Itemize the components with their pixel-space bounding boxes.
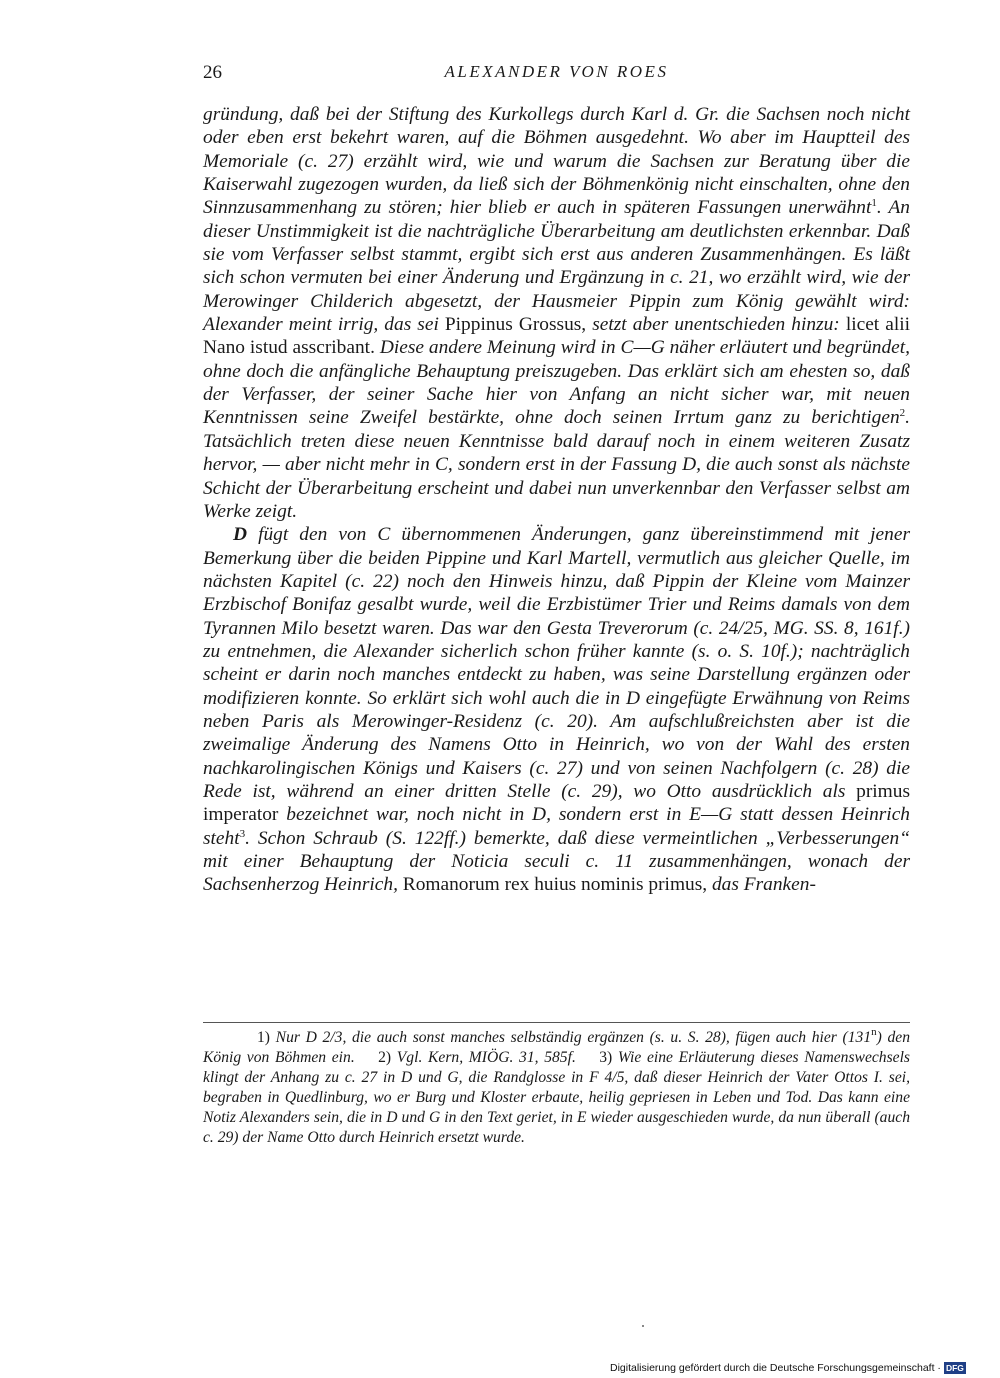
latin-quote: licet alii Nano istud asscribant. — [203, 314, 911, 359]
main-text — [203, 103, 910, 897]
latin-quote: Romanorum rex huius nominis primus, — [402, 874, 708, 896]
footnote-ref-1[interactable]: 1 — [871, 197, 877, 210]
footnote-number-3: 3) — [599, 1048, 613, 1066]
footnote-1: Nur D 2/3, die auch sonst manches selbständig ergänzen (s. u. S. 28), fügen auch hier (131 — [270, 1029, 872, 1046]
footnote-number-1: 1) — [257, 1029, 270, 1046]
running-title: ALEXANDER VON ROES — [444, 62, 669, 81]
footnote-ref-2[interactable]: 2 — [899, 407, 906, 420]
footnote-ref-3[interactable]: 3 — [239, 827, 246, 840]
footnote-2: Vgl. Kern, MIÖG. 31, 585f. — [391, 1048, 576, 1066]
funding-note: Digitalisierung gefördert durch die Deutsche Forschungsgemeinschaft · — [610, 1362, 941, 1374]
footnote-block: 1) Nur D 2/3, die auch sonst manches selbständig ergänzen (s. u. S. 28), fügen auch hier (131$^n$) den König von Böhmen ein. 2) Vgl. Kern, MIÖG. 31, 585f. 3) Wie eine Erläuterung dieses Namenswechsels klingt der Anhang zu c. 27 in D und G, die Randglosse in F 4/5, daß dieser Heinrich der Vater Ottos I. sei, begraben in Quedlinburg, wo er Burg und Kloster erbaute, heilig gepriesen in Leben und Tod. Das kann eine Notiz Alexanders sein, die in D und G in den Text geriet, in E wieder ausgeschieden wurde, da nun überall (auch c. 29) der Name Otto durch Heinrich ersetzt wurde. — [203, 1026, 910, 1146]
paragraph-2: D fügt den von C übernommenen Änderungen, ganz übereinstimmend mit jener Bemerkung über die beiden Pippine und Karl Martell, vermutlich aus gleicher Quelle, im nächsten Kapitel (c. 22) noch den Hinweis hinzu, daß Pippin der Kleine vom Mainzer Erzbischof Bonifaz gesalbt wurde, weil die Erzbistümer Trier und Reims damals von dem Tyrannen Milo besetzt waren. Das war den Gesta Treverorum (c. 24/25, MG. SS. 8, 161f.) zu entnehmen, die Alexander sicherlich schon früher kannte (s. o. S. 10f.); nachträglich scheint er darin noch manches entdeckt zu haben, was seine Darstellung ergänzen oder modifizieren konnte. So erklärt sich wohl auch die in D eingefügte Erwähnung von Reims neben Paris als Merowinger-Residenz (c. 20). Am aufschlußreichsten aber ist die zweimalige Änderung des Namens Otto in Heinrich, wo von der Wahl des ersten nachkarolingischen Königs und Kaisers (c. 27) und von seinen Nachfolgern (c. 28) die Rede ist, während an einer dritten Stelle (c. 29), wo Otto ausdrücklich als primus imperator bezeichnet war, noch nicht in D, sondern erst in E—G statt dessen Heinrich steht$^3$. Schon Schraub (S. 122ff.) bemerkte, daß diese vermeintlichen „Verbesserungen“ mit einer Behauptung der Noticia seculi c. 11 zusammenhängen, wonach der Sachsenherzog Heinrich, Romanorum rex huius nominis primus, das Franken- — [203, 524, 910, 896]
footnote-number-2: 2) — [378, 1048, 392, 1066]
paragraph-1: gründung, daß bei der Stiftung des Kurkollegs durch Karl d. Gr. die Sachsen noch nicht oder eben erst bekehrt waren, auf die Böhmen ausgedehnt. Wo aber im Hauptteil des Memoriale (c. 27) erzählt wird, wie und warum die Sachsen zur Beratung über die Kaiserwahl zugezogen wurden, da ließ sich der Böhmenkönig nicht einschalten, ohne den Sinnzusammenhang zu stören; hier blieb er auch in späteren Fassungen unerwähnt$^1$. An dieser Unstimmigkeit ist die nachträgliche Überarbeitung am deutlichsten erkennbar. Daß sie vom Verfasser selbst stammt, ergibt sich erst aus anderen Zusammenhängen. Es läßt sich schon vermuten bei einer Änderung und Ergänzung in c. 21, wo erzählt wird, wie der Merowinger Childerich abgesetzt, der Hausmeier Pippin zum König gewählt wird: Alexander meint irrig, das sei Pippinus Grossus, setzt aber unentschieden hinzu: licet alii Nano istud asscribant. Diese andere Meinung wird in C—G näher erläutert und begründet, ohne doch die anfängliche Behauptung preiszugeben. Das erklärt sich am ehesten so, daß der Verfasser, der seiner Sache hier von Anfang an nicht sicher war, mit neuen Kenntnissen seine Zweifel bestärkte, ohne doch seinen Irrtum ganz zu berichtigen$^2$. Tatsächlich treten diese neuen Kenntnisse bald darauf noch in einem weiteren Zusatz hervor, — aber nicht mehr in C, sondern erst in der Fassung D, die auch sonst als nächste Schicht der Überarbeitung erscheint und dabei nun unverkennbar den Verfasser selbst am Werke zeigt. — [203, 104, 911, 522]
dfg-logo-icon: DFG — [944, 1362, 966, 1374]
footnotes — [203, 1028, 910, 1147]
latin-quote: Pippinus Grossus, — [444, 314, 587, 336]
footnote-separator — [203, 1022, 910, 1023]
footnote-3: Wie eine Erläuterung dieses Namenswechsels klingt der Anhang zu c. 27 in D und G, die Randglosse in F 4/5, daß dieser Heinrich der Vater Ottos I. sei, begraben in Quedlinburg, wo er Burg und Kloster erbaute, heilig gepriesen in Leben und Tod. Das kann eine Notiz Alexanders sein, die in D und G in den Text geriet, in E wieder ausgeschieden wurde, da nun überall (auch c. 29) der Name Otto durch Heinrich ersetzt wurde. — [203, 1048, 910, 1146]
latin-quote: primus imperator — [203, 780, 910, 826]
page-header — [203, 62, 910, 88]
page-number: 26 — [203, 62, 222, 83]
paragraph-lead: D — [233, 524, 248, 546]
digitization-footer — [610, 1361, 966, 1375]
scan-speck — [642, 1325, 644, 1327]
